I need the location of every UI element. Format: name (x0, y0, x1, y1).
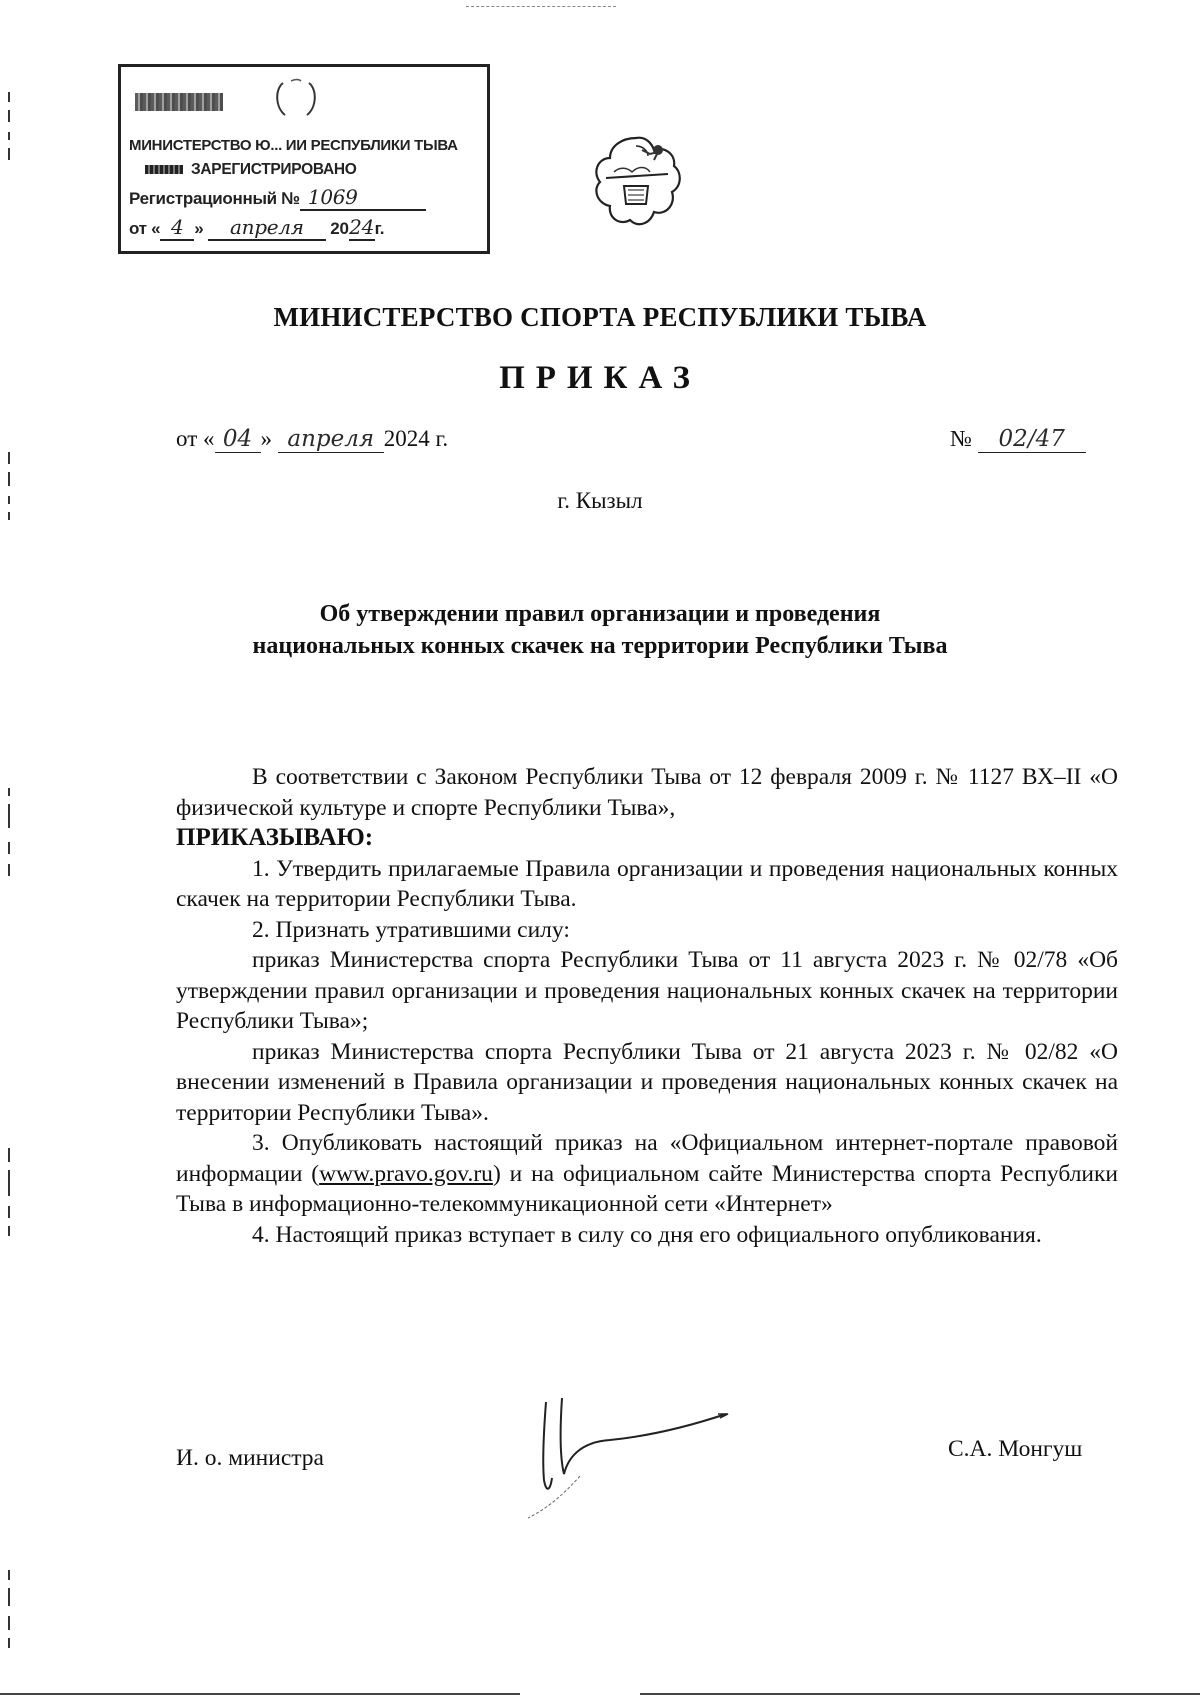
signatory-title: И. о. министра (176, 1445, 324, 1471)
stamp-year-suffix: 24 (349, 215, 375, 239)
order-date-day: 04 (215, 426, 261, 453)
subject-line-2: национальных конных скачек на территории Республики Тыва (252, 633, 948, 659)
stamp-date-mid: » (194, 219, 204, 238)
pravo-link[interactable]: www.pravo.gov.ru (319, 1160, 493, 1187)
stamp-organization: МИНИСТЕРСТВО Ю... ИИ РЕСПУБЛИКИ ТЫВА (129, 137, 458, 154)
stamp-date-month: апреля (208, 215, 326, 241)
stamp-year-end: г. (374, 219, 385, 238)
handwritten-signature (520, 1388, 760, 1528)
document-type: ПРИКАЗ (499, 360, 701, 396)
item-1: 1. Утвердить прилагаемые Правила организации и проведения национальных конных скачек на территории Республики Тыва. (176, 855, 1118, 912)
order-body (176, 762, 1118, 1250)
order-date (176, 426, 448, 453)
stamp-registered: ЗАРЕГИСТРИРОВАНО (191, 161, 357, 178)
order-number-value: 02/47 (978, 426, 1086, 453)
item-4: 4. Настоящий приказ вступает в силу со дня его официального опубликования. (252, 1221, 1042, 1248)
stamp-reg-number-value: 1069 (300, 185, 426, 211)
signatory-name: С.А. Монгуш (948, 1436, 1083, 1462)
item-3-text-before: 3. Опубликовать настоящий приказ на «Официальном интернет-портале правовой информации ( (176, 1130, 1118, 1187)
stamp-reg-label: Регистрационный № (129, 189, 300, 208)
stamp-date-prefix: от « (129, 219, 161, 238)
city: г. Кызыл (557, 488, 643, 513)
stamp-year-prefix: 20 (330, 219, 349, 238)
orders-word: ПРИКАЗЫВАЮ: (176, 824, 374, 851)
stamp-smudge (135, 93, 223, 111)
item-2: 2. Признать утратившими силу: (252, 916, 570, 943)
preamble (176, 762, 1118, 823)
subject-line-1: Об утверждении правил организации и проведения (319, 601, 881, 627)
registration-stamp (118, 64, 490, 254)
item-3 (176, 1128, 1118, 1220)
item-2-first-order: приказ Министерства спорта Республики Тыва от 11 августа 2023 г. № 02/78 «Об утверждении правил организации и проведения национальных конных скачек на территории Республики Тыва»; (176, 947, 1118, 1034)
order-subject (200, 598, 1000, 662)
order-date-month: апреля (278, 426, 384, 453)
order-number (950, 426, 1086, 453)
order-number-label: № (950, 426, 972, 451)
preamble-text: В соответствии с Законом Республики Тыва от 12 февраля 2009 г. № 1127 ВХ–II «О физической культуре и спорте Республики Тыва», (176, 764, 1118, 821)
scan-edge-marks (6, 1148, 12, 1238)
organization-title: МИНИСТЕРСТВО СПОРТА РЕСПУБЛИКИ ТЫВА (273, 302, 927, 332)
scan-bottom-edge (0, 1693, 520, 1695)
item-3-text-after: ) и на официальном сайте Министерства спорта Республики Тыва в информационно-телекоммуникационной сети «Интернет» (176, 1160, 1118, 1217)
scan-edge-marks (6, 1570, 12, 1650)
scan-bottom-edge (640, 1693, 1200, 1695)
stamp-date-day: 4 (160, 215, 194, 241)
stamp-emblem-icon (271, 77, 321, 123)
scan-edge-marks (6, 788, 12, 878)
scan-edge-marks (6, 92, 12, 162)
order-date-mid: » (260, 426, 272, 451)
orders-heading (176, 823, 1118, 854)
coat-of-arms-icon (588, 132, 684, 232)
scan-edge-marks (6, 452, 12, 522)
stamp-date (129, 215, 384, 241)
stamp-registration-number (129, 185, 426, 211)
order-date-year: 2024 г. (383, 426, 449, 451)
order-date-prefix: от « (176, 426, 215, 451)
item-2-second-order: приказ Министерства спорта Республики Тыва от 21 августа 2023 г. № 02/82 «О внесении изменений в Правила организации и проведения национальных конных скачек на территории Республики Тыва». (176, 1038, 1118, 1126)
scan-top-edge (466, 6, 616, 7)
